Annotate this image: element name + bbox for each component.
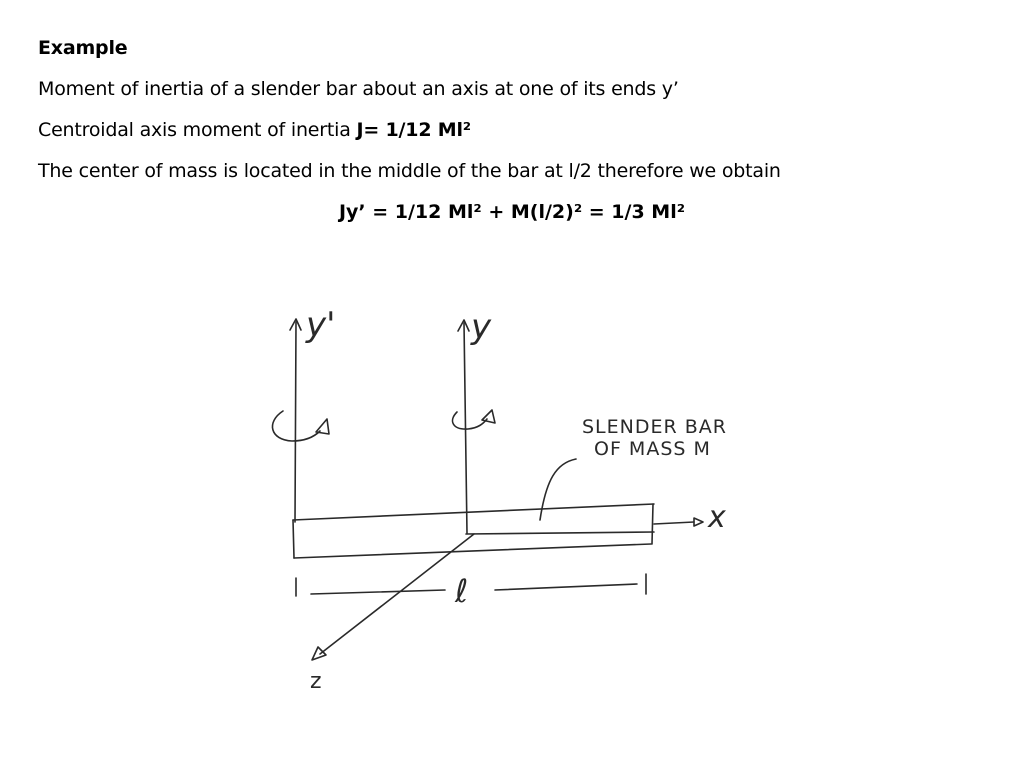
z-axis — [320, 534, 474, 654]
y-axis-label: y — [471, 307, 492, 347]
y-prime-axis-label: y' — [306, 305, 336, 345]
example-heading: Example — [38, 37, 128, 59]
dimension-line-left — [311, 590, 445, 594]
parallel-axis-equation: Jy’ = 1/12 Ml² + M(l/2)² = 1/3 Ml² — [338, 201, 686, 223]
x-axis-arrow-line — [654, 522, 694, 524]
centroidal-moment-text: Centroidal axis moment of inertia — [38, 119, 357, 141]
x-axis — [466, 532, 654, 534]
x-axis-label: x — [708, 500, 726, 535]
length-label: ℓ — [455, 572, 469, 610]
problem-statement: Moment of inertia of a slender bar about an axis at one of its ends y’ — [38, 78, 679, 100]
centroidal-moment-formula: J= 1/12 Ml² — [356, 119, 471, 141]
z-axis-arrow — [312, 647, 326, 660]
bar-bottom-edge — [294, 544, 651, 558]
label-leader — [540, 459, 576, 520]
bar-left-end — [293, 520, 294, 558]
bar-right-end — [652, 504, 653, 544]
y-prime-axis — [295, 322, 296, 522]
z-axis-label: z — [310, 669, 322, 694]
bar-top-edge — [293, 504, 654, 520]
bar-label-line2: OF MASS M — [594, 438, 711, 460]
center-of-mass-statement: The center of mass is located in the middle of the bar at l/2 therefore we obtain — [38, 160, 781, 182]
bar-label-line1: SLENDER BAR — [582, 416, 727, 438]
y-axis — [464, 323, 467, 533]
dimension-line-right — [495, 584, 637, 590]
